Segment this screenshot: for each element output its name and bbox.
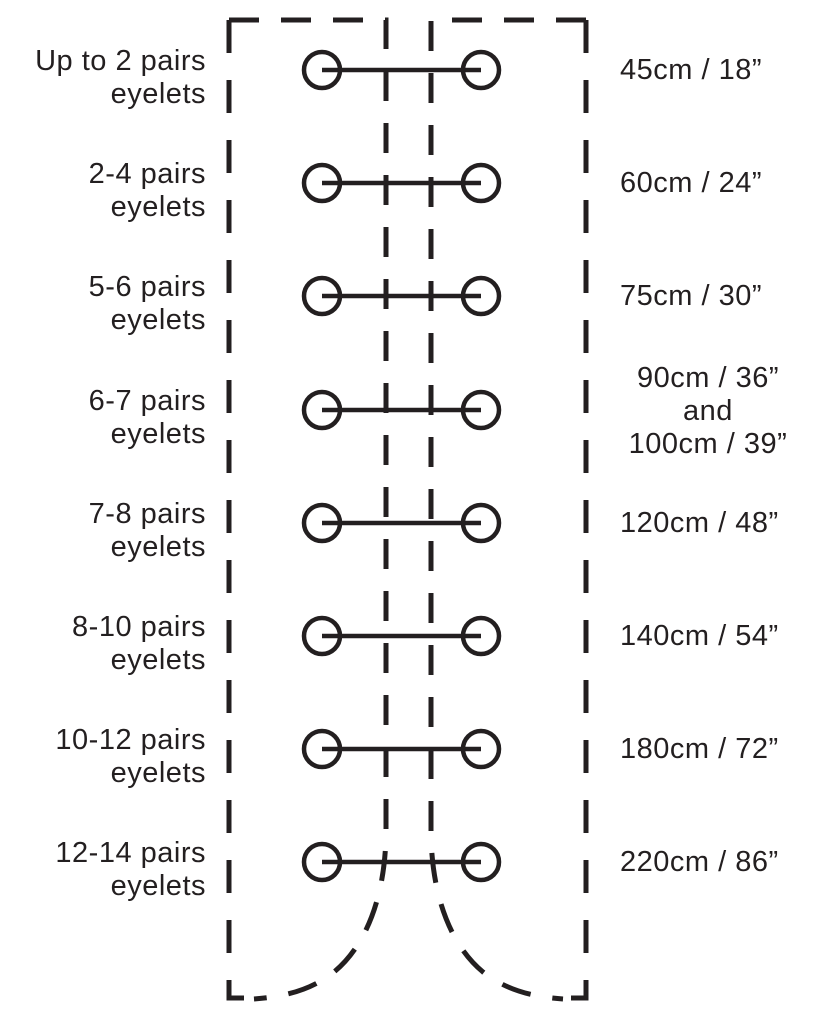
eyelet-pairs-label — [0, 271, 206, 337]
eyelet-pairs-line1: 8-10 pairs — [72, 611, 206, 643]
shoe-outline-left-edge — [229, 20, 254, 998]
lace-length-line: 120cm / 48” — [620, 507, 779, 539]
lace-length-line: 60cm / 24” — [620, 167, 762, 199]
lace-length-line: 140cm / 54” — [620, 620, 779, 652]
eyelet-pairs-line2: eyelets — [110, 757, 206, 789]
lace-length-line: 220cm / 86” — [620, 846, 779, 878]
eyelet-pairs-line1: Up to 2 pairs — [35, 45, 206, 77]
eyelet-pairs-label — [0, 158, 206, 224]
eyelet-pairs-line2: eyelets — [110, 644, 206, 676]
eyelet-pairs-line1: 12-14 pairs — [55, 837, 206, 869]
lace-length-label — [620, 507, 815, 540]
eyelet-pairs-line1: 7-8 pairs — [88, 498, 206, 530]
eyelet-pairs-line1: 2-4 pairs — [88, 158, 206, 190]
eyelet-row — [304, 278, 499, 314]
eyelet-rows — [304, 52, 499, 880]
eyelet-pairs-label — [0, 498, 206, 564]
eyelet-row — [304, 618, 499, 654]
lace-length-label — [620, 167, 815, 200]
eyelet-row — [304, 392, 499, 428]
eyelet-pairs-label — [0, 385, 206, 451]
lace-length-label — [608, 362, 808, 461]
shoe-throat-right-line — [431, 20, 586, 999]
lace-length-line: 180cm / 72” — [620, 733, 779, 765]
lace-length-line: 45cm / 18” — [620, 54, 762, 86]
lace-length-label — [620, 733, 815, 766]
eyelet-row — [304, 505, 499, 541]
lace-length-line: 90cm / 36” — [637, 362, 779, 394]
lace-length-label — [620, 280, 815, 313]
lace-length-line: 75cm / 30” — [620, 280, 762, 312]
eyelet-pairs-label — [0, 837, 206, 903]
eyelet-pairs-line2: eyelets — [110, 531, 206, 563]
lace-length-label — [620, 620, 815, 653]
lace-length-label — [620, 54, 815, 87]
lace-length-line: 100cm / 39” — [628, 428, 788, 460]
eyelet-pairs-label — [0, 611, 206, 677]
lace-length-line: and — [683, 395, 733, 427]
eyelet-pairs-line2: eyelets — [110, 870, 206, 902]
eyelet-pairs-label — [0, 45, 206, 111]
eyelet-row — [304, 844, 499, 880]
eyelet-row — [304, 731, 499, 767]
eyelet-pairs-line2: eyelets — [110, 418, 206, 450]
eyelet-pairs-line1: 6-7 pairs — [88, 385, 206, 417]
eyelet-pairs-line2: eyelets — [110, 191, 206, 223]
eyelet-row — [304, 165, 499, 201]
lace-length-label — [620, 846, 815, 879]
eyelet-pairs-label — [0, 724, 206, 790]
shoe-outline-right-edge — [563, 20, 586, 998]
eyelet-pairs-line2: eyelets — [110, 78, 206, 110]
eyelet-pairs-line1: 10-12 pairs — [55, 724, 206, 756]
eyelet-pairs-line1: 5-6 pairs — [88, 271, 206, 303]
eyelet-pairs-line2: eyelets — [110, 304, 206, 336]
eyelet-row — [304, 52, 499, 88]
